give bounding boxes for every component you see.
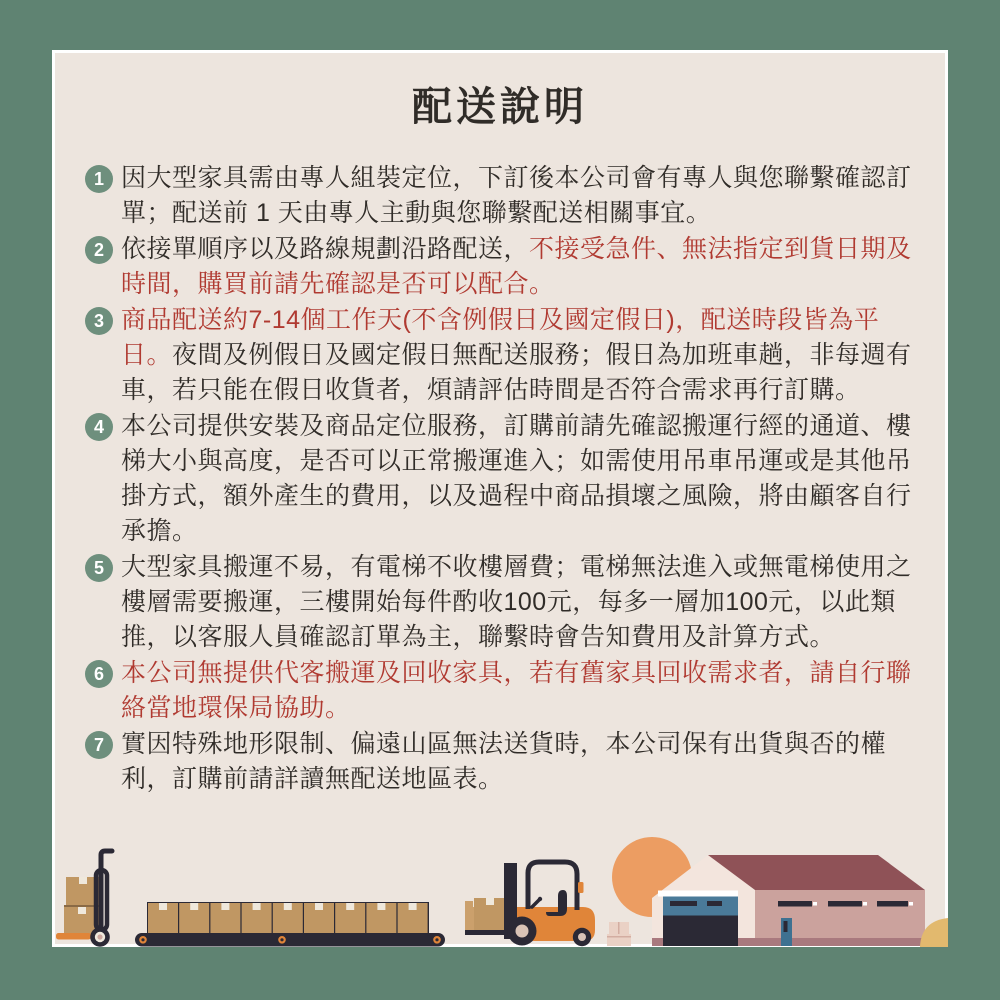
- delivery-note-item: [85, 656, 921, 726]
- note-text-segment: 大型家具搬運不易，有電梯不收樓層費；電梯無法進入或無電梯使用之樓層需要搬運，三樓開始每件酌收100元，每多一層加100元，以此類推，以客服人員確認訂單為主，聯繫時會告知費用及計算方式。: [121, 553, 912, 651]
- conveyor-belt-icon: [135, 902, 445, 947]
- item-number-badge: 7: [85, 731, 113, 759]
- item-number-badge: 4: [85, 413, 113, 441]
- item-text: [121, 409, 921, 549]
- delivery-note-item: [85, 409, 921, 549]
- warehouse-loading-illustration: [52, 817, 948, 947]
- item-number-badge: 1: [85, 165, 113, 193]
- warehouse-icon: [652, 855, 925, 946]
- item-number-badge: 2: [85, 236, 113, 264]
- delivery-notes-list: [55, 161, 945, 797]
- note-text-segment: 實因特殊地形限制、偏遠山區無法送貨時，本公司保有出貨與否的權利，訂購前請詳讀無配送地區表。: [121, 730, 887, 793]
- delivery-info-panel: [52, 50, 948, 947]
- page-title: 配送說明: [412, 85, 588, 129]
- note-text-segment: 商品配送約7-14個工作天(不含例假日及國定假日)，配送時段皆為平日。: [121, 306, 880, 369]
- item-text: [121, 550, 921, 655]
- item-number-badge: 6: [85, 660, 113, 688]
- garage-lintel: [658, 891, 738, 897]
- window-slits: [778, 901, 913, 907]
- note-text-segment: 本公司無提供代客搬運及回收家具，若有舊家具回收需求者，請自行聯絡當地環保局協助。: [121, 659, 912, 722]
- cardboard-box-icon: [148, 903, 428, 933]
- note-text-segment: 夜間及例假日及國定假日無配送服務；假日為加班車趟，非每週有車，若只能在假日收貨者，煩請評估時間是否符合需求再行訂購。: [121, 341, 912, 404]
- note-text-segment: 依接單順序以及路線規劃沿路配送，: [121, 235, 530, 263]
- item-text: [121, 232, 921, 302]
- hand-truck-icon: [56, 851, 112, 947]
- item-text: [121, 161, 921, 231]
- item-text: [121, 727, 921, 797]
- item-number-badge: 3: [85, 307, 113, 335]
- item-text: [121, 656, 921, 726]
- item-number-badge: 5: [85, 554, 113, 582]
- note-text-segment: 本公司提供安裝及商品定位服務，訂購前請先確認搬運行經的通道、樓梯大小與高度，是否可以正常搬運進入；如需使用吊車吊運或是其他吊掛方式，額外產生的費用，以及過程中商品損壞之風險，將由顧客自行承擔。: [121, 412, 912, 545]
- delivery-note-item: [85, 303, 921, 408]
- delivery-note-item: [85, 232, 921, 302]
- forklift-icon: [465, 862, 595, 946]
- delivery-note-item: [85, 727, 921, 797]
- note-text-segment: 不接受急件、無法指定到貨日期及時間，購買前請先確認是否可以配合。: [121, 235, 912, 298]
- delivery-note-item: [85, 161, 921, 231]
- note-text-segment: 因大型家具需由專人組裝定位，下訂後本公司會有專人與您聯繫確認訂單；配送前 1 天由專人主動與您聯繫配送相關事宜。: [121, 164, 912, 227]
- garage-door-icon: [663, 897, 738, 947]
- side-door-icon: [781, 918, 792, 946]
- delivery-note-item: [85, 550, 921, 655]
- item-text: [121, 303, 921, 408]
- parcel-stack-icon: [607, 922, 631, 946]
